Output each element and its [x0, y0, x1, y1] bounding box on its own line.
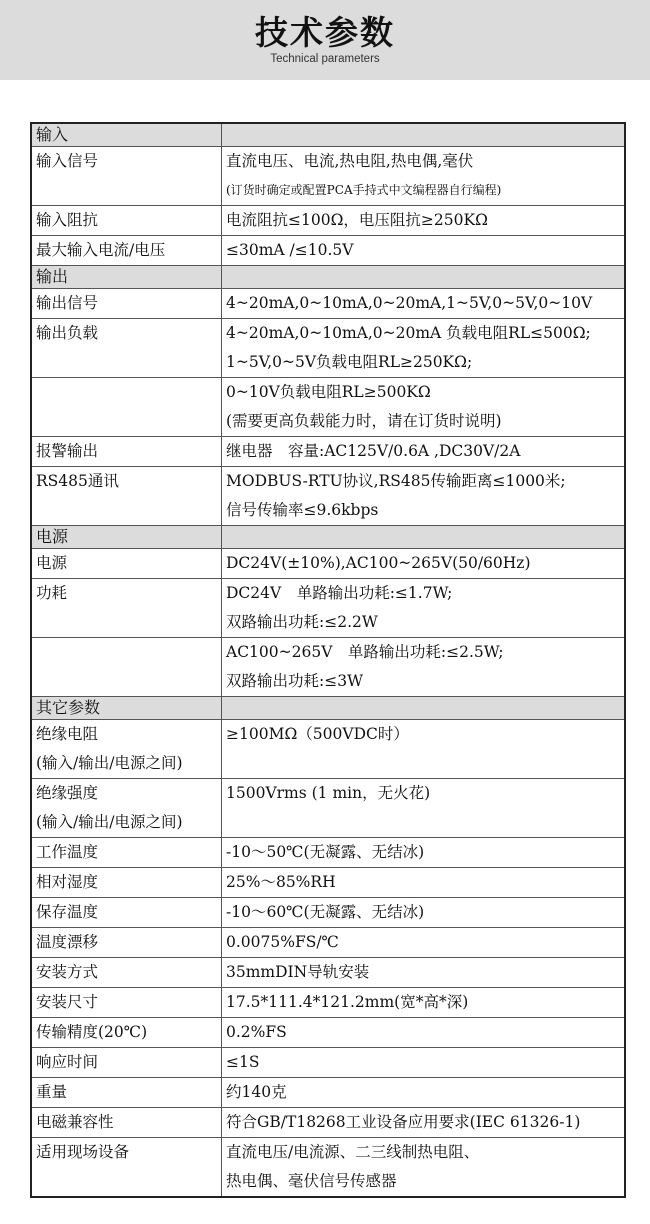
param-name: 传输精度(20℃)	[36, 1023, 148, 1041]
param-value: 35mmDIN导轨安装	[226, 963, 370, 981]
param-value: 热电偶、毫伏信号传感器	[226, 1172, 397, 1190]
param-value-cell	[222, 638, 626, 697]
param-value-cell	[222, 526, 626, 549]
table-row	[31, 1108, 625, 1138]
param-name: 温度漂移	[36, 933, 99, 951]
param-name: 输入阻抗	[36, 211, 99, 229]
param-value: -10～50℃(无凝露、无结冰)	[226, 843, 425, 861]
title-banner	[0, 0, 650, 80]
param-value: 电流阻抗≤100Ω，电压阻抗≥250KΩ	[226, 211, 488, 229]
param-value: ≥100MΩ（500VDC时）	[226, 725, 409, 743]
param-name: 输出	[36, 267, 69, 286]
table-row	[31, 928, 625, 958]
param-name-cell	[31, 147, 222, 206]
param-name: 相对湿度	[36, 873, 99, 891]
section-row	[31, 266, 625, 289]
param-value: 25%～85%RH	[226, 873, 336, 891]
param-value-cell	[222, 236, 626, 266]
param-value: 4~20mA,0~10mA,0~20mA 负载电阻RL≤500Ω;	[226, 324, 591, 342]
param-name-cell	[31, 898, 222, 928]
param-name-cell	[31, 928, 222, 958]
param-name-cell	[31, 579, 222, 638]
table-row	[31, 467, 625, 526]
table-row	[31, 1078, 625, 1108]
param-value: 符合GB/T18268工业设备应用要求(IEC 61326-1)	[226, 1113, 581, 1131]
table-row	[31, 838, 625, 868]
param-name: 最大输入电流/电压	[36, 241, 166, 259]
param-name-cell	[31, 868, 222, 898]
param-value: DC24V(±10%),AC100~265V(50/60Hz)	[226, 554, 531, 572]
table-row	[31, 289, 625, 319]
param-value: 0.0075%FS/℃	[226, 933, 339, 951]
section-title	[31, 526, 222, 549]
section-row	[31, 526, 625, 549]
param-name-cell	[31, 779, 222, 838]
page-title: 技术参数	[255, 13, 395, 52]
param-value-cell	[222, 437, 626, 467]
param-value: 0~10V负载电阻RL≥500KΩ	[226, 383, 431, 401]
param-name: 电磁兼容性	[36, 1113, 114, 1131]
param-name-cell	[31, 1138, 222, 1198]
param-name-cell	[31, 1018, 222, 1048]
spec-table	[30, 122, 626, 1198]
param-name: 输入信号	[36, 152, 99, 170]
param-name: 响应时间	[36, 1053, 99, 1071]
section-title	[31, 266, 222, 289]
param-name-cell	[31, 378, 222, 437]
param-value-cell	[222, 720, 626, 779]
param-value: 1500Vrms (1 min，无火花)	[226, 784, 431, 802]
param-value: ≤30mA /≤10.5V	[226, 241, 354, 259]
param-value: 4~20mA,0~10mA,0~20mA,1~5V,0~5V,0~10V	[226, 294, 593, 312]
param-value-cell	[222, 289, 626, 319]
param-name-cell	[31, 988, 222, 1018]
table-row	[31, 549, 625, 579]
param-name-cell	[31, 1078, 222, 1108]
table-row	[31, 1048, 625, 1078]
param-value-cell	[222, 988, 626, 1018]
param-name-cell	[31, 1108, 222, 1138]
param-value: 约140克	[226, 1083, 287, 1101]
param-value: AC100~265V 单路输出功耗:≤2.5W;	[226, 643, 504, 661]
param-name-cell	[31, 958, 222, 988]
param-name-cell	[31, 838, 222, 868]
param-value: -10～60℃(无凝露、无结冰)	[226, 903, 425, 921]
param-name: 绝缘电阻	[36, 725, 99, 743]
param-value-cell	[222, 697, 626, 720]
section-title	[31, 123, 222, 147]
table-row	[31, 147, 625, 206]
param-name-cell	[31, 1048, 222, 1078]
table-row	[31, 1138, 625, 1198]
param-value-cell	[222, 206, 626, 236]
table-row	[31, 579, 625, 638]
page-subtitle: Technical parameters	[270, 53, 380, 65]
table-row	[31, 206, 625, 236]
table-row	[31, 868, 625, 898]
param-value-cell	[222, 838, 626, 868]
param-value: DC24V 单路输出功耗:≤1.7W;	[226, 584, 453, 602]
param-value-cell	[222, 266, 626, 289]
table-row	[31, 378, 625, 437]
param-value: 17.5*111.4*121.2mm(宽*高*深)	[226, 993, 469, 1011]
table-row	[31, 236, 625, 266]
param-value-cell	[222, 868, 626, 898]
param-name: 适用现场设备	[36, 1143, 130, 1161]
param-value: 直流电压/电流源、二三线制热电阻、	[226, 1143, 480, 1161]
param-name: 输出负载	[36, 324, 99, 342]
param-value: 双路输出功耗:≤2.2W	[226, 613, 378, 631]
param-name: 输入	[36, 125, 69, 144]
param-value-cell	[222, 1048, 626, 1078]
table-row	[31, 898, 625, 928]
param-name: (输入/输出/电源之间)	[36, 754, 183, 772]
param-value: ≤1S	[226, 1053, 260, 1071]
param-value: (订货时确定或配置PCA手持式中文编程器自行编程)	[226, 183, 502, 197]
param-name: 报警输出	[36, 442, 99, 460]
param-name: 电源	[36, 527, 69, 546]
table-row	[31, 319, 625, 378]
param-value-cell	[222, 898, 626, 928]
param-value-cell	[222, 467, 626, 526]
param-name: 重量	[36, 1083, 68, 1101]
param-value: 信号传输率≤9.6kbps	[226, 501, 379, 519]
table-row	[31, 720, 625, 779]
param-value: 双路输出功耗:≤3W	[226, 672, 364, 690]
param-name-cell	[31, 236, 222, 266]
param-name: RS485通讯	[36, 472, 119, 490]
param-value: 0.2%FS	[226, 1023, 287, 1041]
param-value-cell	[222, 123, 626, 147]
param-value-cell	[222, 319, 626, 378]
param-value-cell	[222, 1108, 626, 1138]
param-value-cell	[222, 779, 626, 838]
param-value: MODBUS-RTU协议,RS485传输距离≤1000米;	[226, 472, 566, 490]
param-name: 工作温度	[36, 843, 99, 861]
table-row	[31, 1018, 625, 1048]
param-value-cell	[222, 1018, 626, 1048]
param-name: (输入/输出/电源之间)	[36, 813, 183, 831]
param-value-cell	[222, 147, 626, 206]
param-name-cell	[31, 289, 222, 319]
param-name-cell	[31, 319, 222, 378]
table-row	[31, 988, 625, 1018]
param-name: 安装方式	[36, 963, 99, 981]
table-row	[31, 958, 625, 988]
param-name-cell	[31, 549, 222, 579]
param-name-cell	[31, 437, 222, 467]
param-name: 绝缘强度	[36, 784, 99, 802]
param-value-cell	[222, 549, 626, 579]
param-value-cell	[222, 1138, 626, 1198]
section-title	[31, 697, 222, 720]
param-value: 继电器 容量:AC125V/0.6A ,DC30V/2A	[226, 442, 521, 460]
param-name: 电源	[36, 554, 68, 572]
section-row	[31, 697, 625, 720]
param-value-cell	[222, 1078, 626, 1108]
param-name-cell	[31, 720, 222, 779]
param-value: (需要更高负载能力时，请在订货时说明)	[226, 412, 502, 430]
param-value-cell	[222, 378, 626, 437]
param-name: 输出信号	[36, 294, 99, 312]
table-row	[31, 638, 625, 697]
param-value: 1~5V,0~5V负载电阻RL≥250KΩ;	[226, 353, 473, 371]
table-row	[31, 437, 625, 467]
param-name: 其它参数	[36, 698, 101, 717]
table-row	[31, 779, 625, 838]
param-name: 安装尺寸	[36, 993, 99, 1011]
param-value-cell	[222, 579, 626, 638]
param-name-cell	[31, 638, 222, 697]
param-value-cell	[222, 958, 626, 988]
param-name: 保存温度	[36, 903, 99, 921]
param-name-cell	[31, 467, 222, 526]
param-name: 功耗	[36, 584, 68, 602]
param-value: 直流电压、电流,热电阻,热电偶,毫伏	[226, 152, 474, 170]
section-row	[31, 123, 625, 147]
param-name-cell	[31, 206, 222, 236]
param-value-cell	[222, 928, 626, 958]
